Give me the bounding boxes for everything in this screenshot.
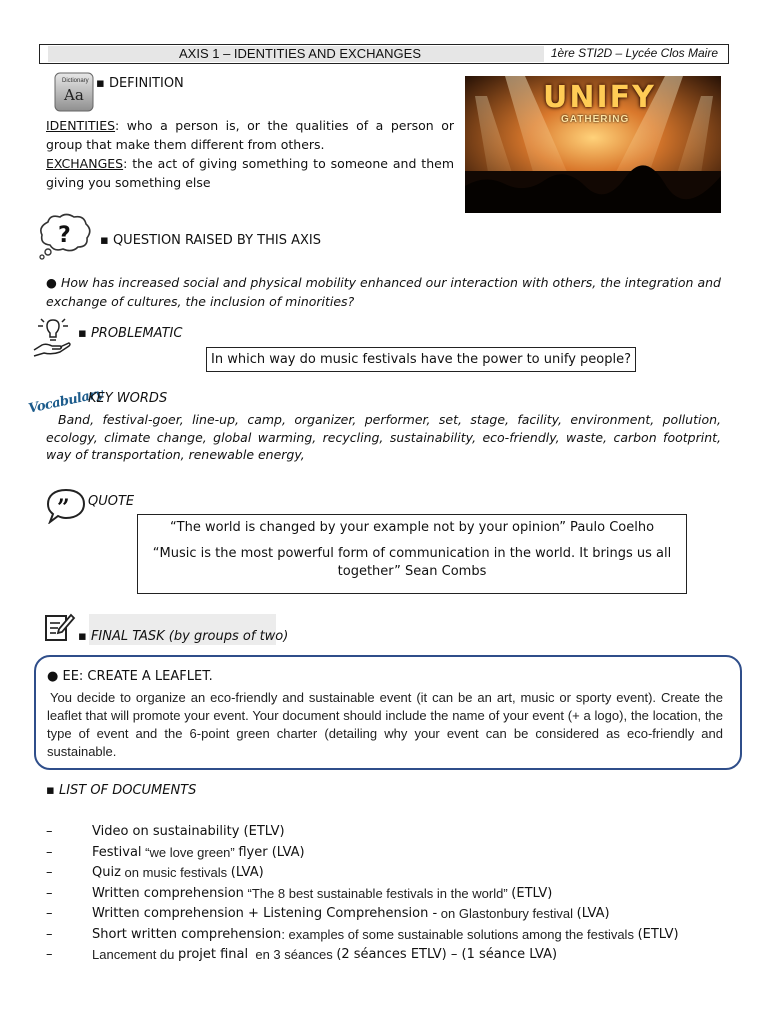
- problematic-heading: ▪ PROBLEMATIC: [78, 326, 183, 341]
- task-box: [34, 655, 742, 770]
- document-item: – Lancement du projet final en 3 séances (2 séances ETLV) – (1 séance LVA): [46, 947, 558, 962]
- problematic-text: In which way do music festivals have the power to unify people?: [211, 352, 631, 367]
- page-title: AXIS 1 – IDENTITIES AND EXCHANGES: [178, 46, 421, 61]
- quote-icon: [46, 488, 86, 524]
- quote-line-2: “Music is the most powerful form of communication in the world. It brings us all together” Sean Combs: [152, 546, 672, 579]
- document-item: – Festival “we love green” flyer (LVA): [46, 844, 305, 860]
- quote-line-1: “The world is changed by your example not by your opinion” Paulo Coelho: [169, 520, 655, 535]
- header-bar: [39, 44, 729, 64]
- photo-sign: UNIFY: [543, 80, 656, 115]
- exchanges-definition: EXCHANGES: the act of giving something to someone and them giving you something else: [46, 156, 454, 190]
- exchanges-term: EXCHANGES: [46, 156, 124, 171]
- document-item: – Written comprehension “The 8 best sustainable festivals in the world” (ETLV): [46, 885, 553, 901]
- identities-term: IDENTITIES: [46, 118, 116, 133]
- keywords-heading: KEY WORDS: [88, 391, 168, 406]
- dictionary-icon: Dictionary Aa: [52, 70, 96, 114]
- task-description: You decide to organize an eco-friendly and sustainable event (it can be an art, music or sporty event). Create the leaflet that will promote your event. Your document should include the name of your event (+ a logo), the location, the type of event and the 6-point green charter (detailing why your event can be considered as eco-friendly and sustainable.: [47, 690, 723, 759]
- document-item: – Quiz on music festivals (LVA): [46, 865, 264, 880]
- identities-definition: IDENTITIES: who a person is, or the qualities of a person or group that make them different from others.: [46, 118, 454, 152]
- document-item: – Video on sustainability (ETLV): [46, 824, 285, 839]
- page-subtitle: 1ère STI2D – Lycée Clos Maire: [550, 46, 718, 60]
- quote-box: [137, 514, 687, 594]
- documents-list: [46, 824, 746, 968]
- festival-photo: [465, 76, 721, 213]
- document-item: – Written comprehension + Listening Comprehension - on Glastonbury festival (LVA): [46, 906, 610, 921]
- question-bubble-icon: [36, 212, 94, 260]
- quote-heading: QUOTE: [88, 494, 135, 509]
- final-task-heading: ▪ FINAL TASK (by groups of two): [78, 629, 289, 644]
- svg-text:”: ”: [57, 495, 70, 521]
- keywords-text: Band, festival-goer, line-up, camp, organizer, performer, set, stage, facility, environment, pollution, ecology, climate change, global warming, recycling, sustainability, eco-friendly, waste, carbon footprint, way of transportation, renewable energy,: [46, 412, 721, 462]
- task-title: ● EE: CREATE A LEAFLET.: [47, 669, 213, 684]
- pencil-note-icon: [44, 612, 76, 644]
- lightbulb-hand-icon: [32, 318, 72, 360]
- definition-heading: ▪ DEFINITION: [96, 76, 184, 91]
- documents-heading: ▪ LIST OF DOCUMENTS: [46, 783, 197, 798]
- document-item: – Short written comprehension : examples of some sustainable solutions among the festivals (ETLV): [46, 926, 679, 942]
- photo-sign-sub: GATHERING: [561, 114, 630, 125]
- vocabulary-logo: Vocabulary: [27, 386, 104, 417]
- question-bullet: ●: [46, 275, 57, 290]
- svg-text:?: ?: [58, 223, 71, 248]
- problematic-box: [206, 347, 636, 372]
- question-heading: ▪ QUESTION RAISED BY THIS AXIS: [100, 233, 321, 248]
- question-text: ● How has increased social and physical mobility enhanced our interaction with others, the integration and exchange of cultures, the inclusion of minorities?: [46, 275, 721, 309]
